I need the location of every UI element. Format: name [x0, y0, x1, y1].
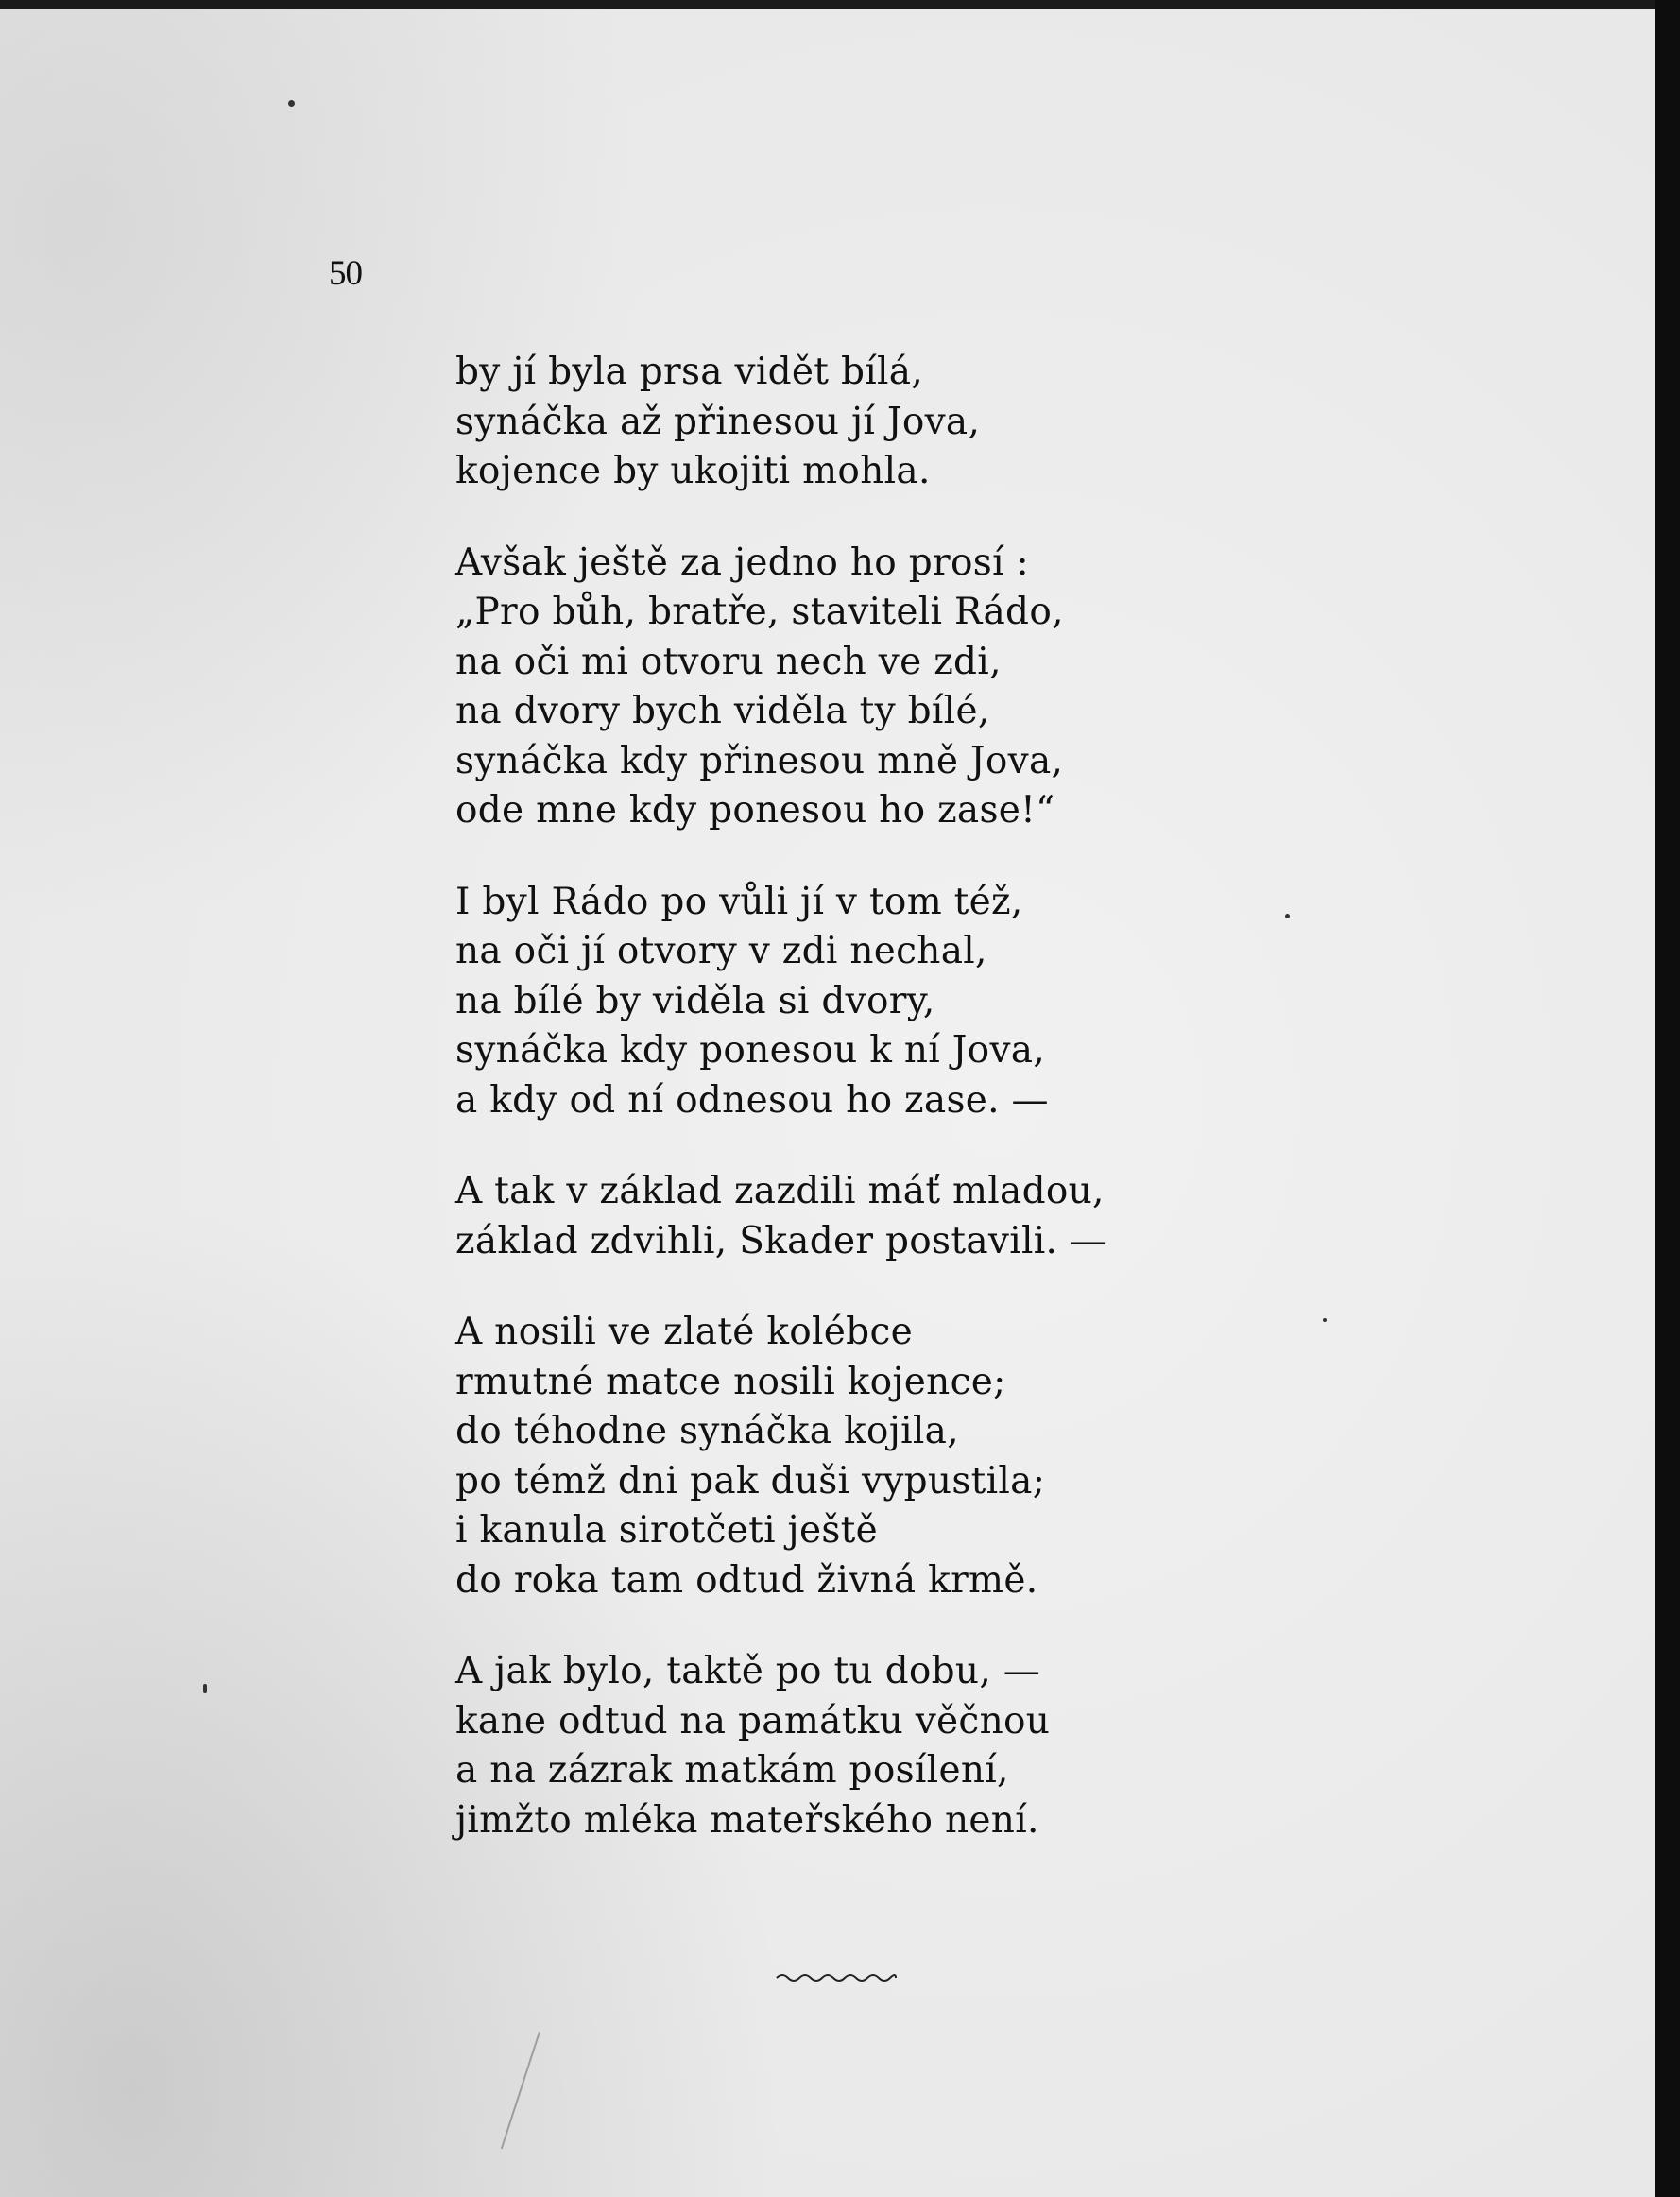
paper-scratch [501, 2032, 540, 2149]
poem-line: a kdy od ní odnesou ho zase. — [455, 1078, 1049, 1122]
poem-line: synáčka kdy přinesou mně Jova, [455, 739, 1064, 782]
dust-speck [1323, 1318, 1327, 1322]
poem-line: základ zdvihli, Skader postavili. — [455, 1219, 1107, 1262]
poem-line: A jak bylo, taktě po tu dobu, — [455, 1650, 1041, 1692]
poem-line: i kanula sirotčeti ještě [455, 1509, 878, 1552]
poem-line: na bílé by viděla si dvory, [455, 979, 935, 1022]
book-page [0, 9, 1655, 2197]
poem-line: synáčka až přinesou jí Jova, [455, 400, 981, 443]
poem-line: ode mne kdy ponesou ho zase!“ [455, 789, 1055, 832]
poem-line: a na zázrak matkám posílení, [455, 1749, 1009, 1792]
poem-line: A tak v základ zazdili máť mladou, [455, 1170, 1105, 1212]
wavy-line-ornament [775, 1968, 898, 1987]
poem-line: rmutné matce nosili kojence; [455, 1360, 1006, 1403]
stanza-3 [455, 878, 1542, 1126]
poem-line: kojence by ukojiti mohla. [455, 450, 931, 492]
poem-line: na oči mi otvoru nech ve zdi, [455, 640, 1002, 683]
dust-speck [1285, 914, 1290, 918]
poem-line: by jí byla prsa vidět bílá, [455, 351, 924, 393]
dust-speck [288, 100, 295, 107]
poem-line: po témž dni pak duši vypustila; [455, 1459, 1046, 1502]
poem-line: „Pro bůh, bratře, staviteli Rádo, [455, 591, 1064, 633]
stanza-4 [455, 1167, 1542, 1266]
poem-line: Avšak ještě za jedno ho prosí : [455, 541, 1029, 584]
poem-line: do roka tam odtud živná krmě. [455, 1558, 1038, 1602]
stanza-2 [455, 539, 1542, 836]
page-edge-shadow [1655, 0, 1680, 2197]
poem-line: synáčka kdy ponesou k ní Jova, [455, 1029, 1046, 1072]
poem-line: na oči jí otvory v zdi nechal, [455, 930, 987, 972]
page-number: 50 [329, 254, 362, 293]
poem-line: na dvory bych viděla ty bílé, [455, 690, 990, 732]
poem-line: jimžto mléka mateřského není. [455, 1798, 1039, 1842]
poem-line: kane odtud na památku věčnou [455, 1699, 1051, 1742]
poem-line: A nosili ve zlaté kolébce [455, 1311, 913, 1353]
poem-line: I byl Rádo po vůli jí v tom též, [455, 880, 1023, 923]
stanza-1 [455, 348, 1542, 497]
poem-text [455, 348, 1542, 1887]
stanza-5 [455, 1308, 1542, 1605]
dust-speck [203, 1684, 207, 1693]
poem-line: do téhodne synáčka kojila, [455, 1410, 959, 1452]
stanza-6 [455, 1647, 1542, 1845]
